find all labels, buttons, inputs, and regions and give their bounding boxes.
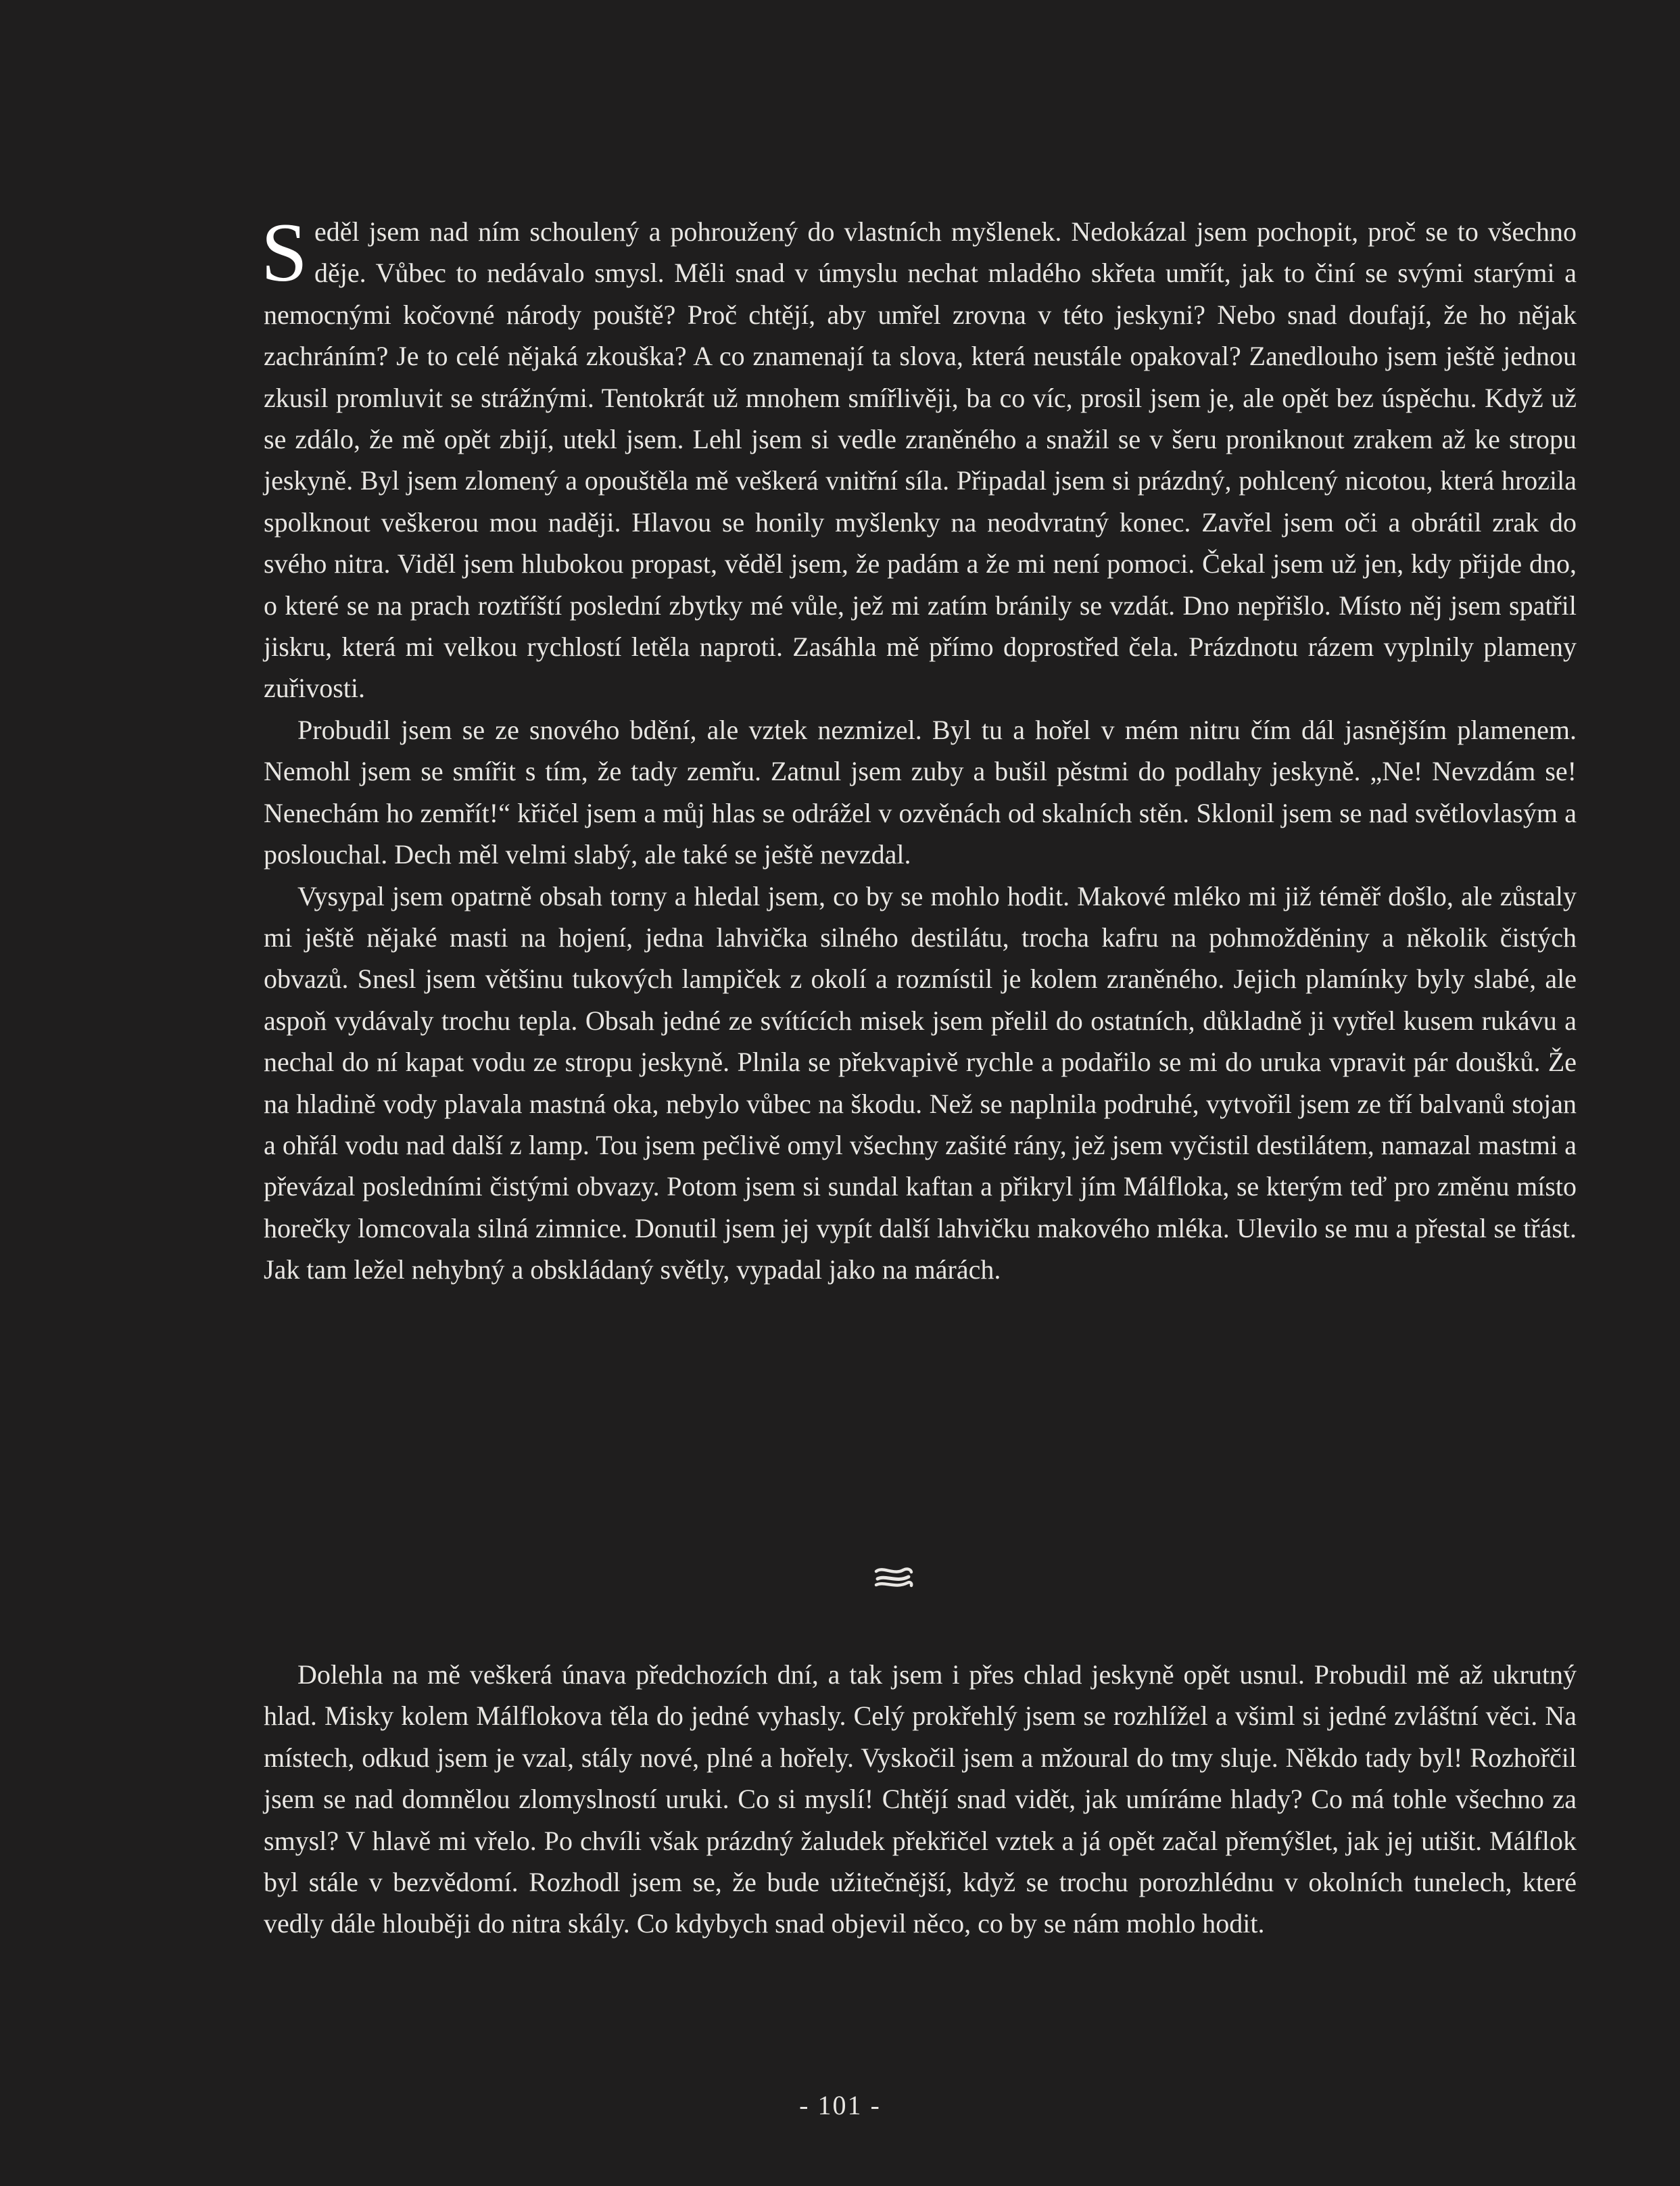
page-number: - 101 - [799,2090,881,2120]
paragraph: Probudil jsem se ze snového bdění, ale vztek nezmizel. Byl tu a hořel v mém nitru čím dál jasnějším plamenem. Nemohl jsem se smířit s tím, že tady zemřu. Zatnul jsem zuby a bušil pěstmi do podlahy jeskyně. „Ne! Nevzdám se! Nenechám ho zemřít!“ křičel jsem a můj hlas se odrážel v ozvěnách od skalních stěn. Sklonil jsem se nad světlovlasým a poslouchal. Dech měl velmi slabý, ale také se ještě nevzdal. [264,714,1577,870]
drop-cap: S [261,206,308,299]
paragraph [261,206,1577,709]
section-two [264,1654,1577,1945]
paragraph: Dolehla na mě veškerá únava předchozích dní, a tak jsem i přes chlad jeskyně opět usnul. Probudil mě až ukrutný hlad. Misky kolem Málflokova těla do jedné vyhasly. Celý prokřehlý jsem se rozhlížel a všiml si jedné zvláštní věci. Na místech, odkud jsem je vzal, stály nové, plné a hořely. Vyskočil jsem a mžoural do tmy sluje. Někdo tady byl! Rozhořčil jsem se nad domnělou zlomyslností uruki. Co si myslí! Chtějí snad vidět, jak umíráme hlady? Co má tohle všechno za smysl? V hlavě mi vřelo. Po chvíli však prázdný žaludek překřičel vztek a já opět začal přemýšlet, jak jej utišit. Málflok byl stále v bezvědomí. Rozhodl jsem se, že bude užitečnější, když se trochu porozhlédnu v okolních tunelech, které vedly dále hlouběji do nitra skály. Co kdybych snad objevil něco, co by se nám mohlo hodit. [264,1659,1577,1939]
section-one [261,206,1577,1291]
paragraph: Vysypal jsem opatrně obsah torny a hledal jsem, co by se mohlo hodit. Makové mléko mi již téměř došlo, ale zůstaly mi ještě nějaké masti na hojení, jedna lahvička silného destilátu, trocha kafru na pohmožděniny a několik čistých obvazů. Snesl jsem většinu tukových lampiček z okolí a rozmístil je kolem zraněného. Jejich plamínky byly slabé, ale aspoň vydávaly trochu tepla. Obsah jedné ze svítících misek jsem přelil do ostatních, důkladně ji vytřel kusem rukávu a nechal do ní kapat vodu ze stropu jeskyně. Plnila se překvapivě rychle a podařilo se mi do uruka vpravit pár doušků. Že na hladině vody plavala mastná oka, nebylo vůbec na škodu. Než se naplnila podruhé, vytvořil jsem ze tří balvanů stojan a ohřál vodu nad další z lamp. Tou jsem pečlivě omyl všechny zašité rány, jež jsem vyčistil destilátem, namazal mastmi a převázal posledními čistými obvazy. Potom jsem si sundal kaftan a přikryl jím Málfloka, se kterým teď pro změnu místo horečky lomcovala silná zimnice. Donutil jsem jej vypít další lahvičku makového mléka. Ulevilo se mu a přestal se třást. Jak tam ležel nehybný a obskládaný světly, vypadal jako na márách. [264,880,1577,1285]
paragraph-text: eděl jsem nad ním schoulený a pohroužený do vlastních myšlenek. Nedokázal jsem pochopit, proč se to všechno děje. Vůbec to nedávalo smysl. Měli snad v úmyslu nechat mladého skřeta umřít, jak to činí se svými starými a nemocnými kočovné národy pouště? Proč chtějí, aby umřel zrovna v této jeskyni? Nebo snad doufají, že ho nějak zachráním? Je to celé nějaká zkouška? A co znamenají ta slova, která neustále opakoval? Zanedlouho jsem ještě jednou zkusil promluvit se strážnými. Tentokrát už mnohem smířlivěji, ba co víc, prosil jsem je, ale opět bez úspěchu. Když už se zdálo, že mě opět zbijí, utekl jsem. Lehl jsem si vedle zraněného a snažil se v šeru proniknout zrakem až ke stropu jeskyně. Byl jsem zlomený a opouštěla mě veškerá vnitřní síla. Připadal jsem si prázdný, pohlcený nicotou, která hrozila spolknout veškerou mou naději. Hlavou se honily myšlenky na neodvratný konec. Zavřel jsem oči a obrátil zrak do svého nitra. Viděl jsem hlubokou propast, věděl jsem, že padám a že mi není pomoci. Čekal jsem už jen, kdy přijde dno, o které se na prach roztříští poslední zbytky mé vůle, jež mi zatím bránily se vzdát. Dno nepřišlo. Místo něj jsem spatřil jiskru, která mi velkou rychlostí letěla naproti. Zasáhla mě přímo doprostřed čela. Prázdnotu rázem vyplnily plameny zuřivosti. [264,216,1577,704]
scroll-flourish-icon [873,1565,914,1592]
